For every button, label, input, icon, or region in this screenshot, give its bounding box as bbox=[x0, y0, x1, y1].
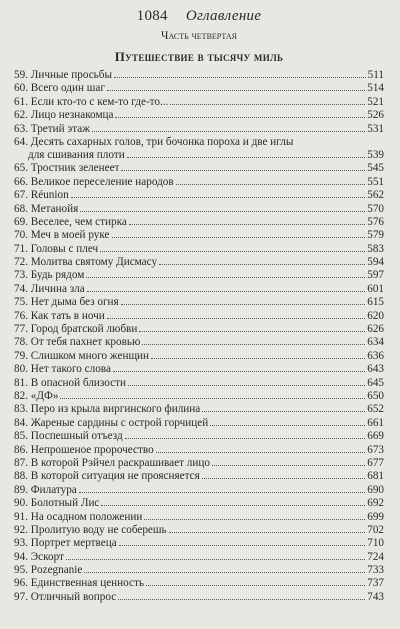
toc-entry-title: 86. Непрошеное пророчество bbox=[14, 443, 154, 456]
toc-page-number: 526 bbox=[367, 109, 384, 122]
dot-leader bbox=[170, 104, 365, 105]
toc-page-number: 583 bbox=[367, 242, 384, 255]
dot-leader bbox=[121, 304, 366, 305]
dot-leader bbox=[92, 131, 365, 132]
toc-entry-title: 75. Нет дыма без огня bbox=[14, 296, 119, 309]
toc-entry-title: 69. Веселее, чем стирка bbox=[14, 215, 127, 228]
toc-entry bbox=[14, 417, 384, 430]
toc-entry bbox=[14, 216, 384, 229]
dot-leader bbox=[151, 358, 365, 359]
toc-page-number: 601 bbox=[367, 282, 384, 295]
toc-page-number: 692 bbox=[367, 497, 384, 510]
toc-entry bbox=[14, 350, 384, 363]
toc-entry-title: 88. В которой ситуация не проясняется bbox=[14, 470, 200, 483]
dot-leader bbox=[84, 572, 365, 573]
toc-entry-title: 97. Отличный вопрос bbox=[14, 590, 117, 603]
dot-leader bbox=[107, 90, 365, 91]
toc-entry bbox=[14, 243, 384, 256]
toc-entry-title: 83. Перо из крыла виргинского филина bbox=[14, 403, 201, 416]
toc-entry-title: 82. «ДФ» bbox=[14, 389, 59, 402]
dot-leader bbox=[71, 197, 366, 198]
toc-page-number: 643 bbox=[367, 363, 384, 376]
toc-page-number: 570 bbox=[367, 202, 384, 215]
dot-leader bbox=[139, 331, 365, 332]
toc-page-number: 594 bbox=[367, 256, 384, 269]
toc-entry bbox=[14, 136, 384, 149]
dot-leader bbox=[79, 492, 365, 493]
toc-page-number: 514 bbox=[367, 82, 384, 95]
toc-page-number: 724 bbox=[367, 550, 384, 563]
toc-page-number: 545 bbox=[367, 162, 384, 175]
toc-page-number: 626 bbox=[367, 323, 384, 336]
toc-page-number: 531 bbox=[367, 122, 384, 135]
toc-entry-title: 89. Филатура bbox=[14, 483, 77, 496]
dot-leader bbox=[107, 318, 365, 319]
toc-entry bbox=[14, 69, 384, 82]
toc-entry bbox=[14, 363, 384, 376]
toc-entry-title: 59. Личные просьбы bbox=[14, 69, 112, 81]
toc-page-number: 733 bbox=[367, 564, 384, 577]
toc-entry bbox=[14, 82, 384, 95]
part-heading: Часть четвертая bbox=[161, 30, 237, 42]
toc-entry-title: 62. Лицо незнакомца bbox=[14, 109, 114, 122]
toc-page-number: 710 bbox=[367, 537, 384, 550]
toc-entry-title: 90. Болотный Лис bbox=[14, 497, 100, 510]
toc-entry-title: 81. В опасной близости bbox=[14, 376, 126, 389]
toc-entry bbox=[14, 470, 384, 483]
dot-leader bbox=[80, 211, 365, 212]
toc-page-number: 699 bbox=[367, 510, 384, 523]
toc-page-number: 661 bbox=[367, 416, 384, 429]
toc-entry-title: 71. Головы с плеч bbox=[14, 242, 99, 255]
toc-page-number: 673 bbox=[367, 443, 384, 456]
toc-entry-title: 93. Портрет мертвеца bbox=[14, 537, 117, 550]
toc-entry bbox=[14, 430, 384, 443]
dot-leader bbox=[60, 398, 365, 399]
toc-page-number: 669 bbox=[367, 430, 384, 443]
toc-page-number: 562 bbox=[367, 189, 384, 202]
dot-leader bbox=[87, 291, 366, 292]
toc-entry-title: 67. Réunion bbox=[14, 189, 69, 202]
toc-entry bbox=[14, 537, 384, 550]
dot-leader bbox=[169, 532, 366, 533]
toc-entry-title: 74. Личина зла bbox=[14, 282, 85, 295]
dot-leader bbox=[176, 184, 366, 185]
toc-page-number: 636 bbox=[367, 349, 384, 362]
page-number: 1084 bbox=[136, 8, 168, 24]
toc-entry-title-continued: для сшивания плоти bbox=[28, 148, 125, 161]
toc-entry-title: 80. Нет такого слова bbox=[14, 363, 111, 376]
toc-entry bbox=[14, 497, 384, 510]
toc-page-number: 681 bbox=[367, 470, 384, 483]
toc-entry-title: 79. Слишком много женщин bbox=[14, 349, 150, 362]
toc-entry-title: 87. В которой Рэйчел раскрашивает лицо bbox=[14, 456, 210, 469]
toc-page-number: 521 bbox=[367, 95, 384, 108]
dot-leader bbox=[202, 478, 365, 479]
toc-entry bbox=[14, 269, 384, 282]
toc-page-number: 677 bbox=[367, 456, 384, 469]
toc-entry-title: 94. Эскорт bbox=[14, 550, 64, 563]
toc-page-number: 511 bbox=[367, 69, 384, 81]
toc-entry bbox=[14, 336, 384, 349]
toc-entry-title: 64. Десять сахарных голов, три бочонка пороха и две иглы bbox=[14, 135, 294, 148]
toc-entry-title: 91. На осадном положении bbox=[14, 510, 143, 523]
toc-entry bbox=[14, 176, 384, 189]
toc-entry bbox=[14, 189, 384, 202]
toc-entry bbox=[14, 524, 384, 537]
toc-entry-continuation bbox=[14, 149, 384, 162]
dot-leader bbox=[112, 237, 366, 238]
toc-entry-title: 78. От тебя пахнет кровью bbox=[14, 336, 141, 349]
dot-leader bbox=[159, 264, 365, 265]
dot-leader bbox=[144, 519, 365, 520]
toc-entry bbox=[14, 229, 384, 242]
toc-page-number: 645 bbox=[367, 376, 384, 389]
dot-leader bbox=[121, 170, 365, 171]
toc-entry-title: 76. Как тать в ночи bbox=[14, 309, 105, 322]
toc-entry bbox=[14, 256, 384, 269]
toc-page-number: 579 bbox=[367, 229, 384, 242]
toc-entry-title: 70. Меч в моей руке bbox=[14, 229, 110, 242]
toc-entry bbox=[14, 203, 384, 216]
toc-page-number: 620 bbox=[367, 309, 384, 322]
toc-page-number: 634 bbox=[367, 336, 384, 349]
toc-entry bbox=[14, 310, 384, 323]
toc-entry bbox=[14, 109, 384, 122]
toc-entry bbox=[14, 577, 384, 590]
toc-entry-title: 66. Великое переселение народов bbox=[14, 175, 174, 188]
toc-entry-title: 61. Если кто-то с кем-то где-то... bbox=[14, 95, 169, 108]
toc-entry-title: 68. Метанойя bbox=[14, 202, 79, 215]
toc-entry-title: 63. Третий этаж bbox=[14, 122, 90, 135]
toc-entry-title: 84. Жареные сардины с острой горчицей bbox=[14, 416, 209, 429]
running-header bbox=[14, 6, 384, 28]
dot-leader bbox=[129, 224, 365, 225]
toc-entry bbox=[14, 457, 384, 470]
dot-leader bbox=[212, 465, 365, 466]
toc-page-number: 650 bbox=[367, 389, 384, 402]
dot-leader bbox=[86, 277, 365, 278]
toc-entry bbox=[14, 564, 384, 577]
toc-entry bbox=[14, 511, 384, 524]
dot-leader bbox=[66, 559, 365, 560]
toc-page-number: 690 bbox=[367, 483, 384, 496]
toc-entry-title: 73. Будь рядом bbox=[14, 269, 85, 282]
toc-entry-title: 77. Город братской любви bbox=[14, 323, 138, 336]
dot-leader bbox=[156, 452, 366, 453]
dot-leader bbox=[101, 505, 365, 506]
toc-entry-title: 92. Пролитую воду не соберешь bbox=[14, 523, 167, 536]
dot-leader bbox=[146, 585, 365, 586]
toc-page-number: 551 bbox=[367, 175, 384, 188]
dot-leader bbox=[119, 545, 366, 546]
toc-page-number: 652 bbox=[367, 403, 384, 416]
toc-entry-title: 72. Молитва святому Дисмасу bbox=[14, 256, 158, 269]
toc-page-number: 597 bbox=[367, 269, 384, 282]
toc-entry bbox=[14, 390, 384, 403]
toc-entry bbox=[14, 283, 384, 296]
dot-leader bbox=[202, 411, 365, 412]
toc-entry bbox=[14, 551, 384, 564]
dot-leader bbox=[127, 157, 366, 158]
toc-page-number: 702 bbox=[367, 523, 384, 536]
toc-page-number: 743 bbox=[367, 590, 384, 603]
toc-entry-title: 65. Тростник зеленеет bbox=[14, 162, 120, 175]
toc-entry-title: 96. Единственная ценность bbox=[14, 577, 144, 590]
dot-leader bbox=[115, 117, 365, 118]
toc-entry bbox=[14, 377, 384, 390]
toc-entry-title: 60. Всего один шаг bbox=[14, 82, 105, 95]
dot-leader bbox=[114, 77, 366, 78]
part-title: Путешествие в тысячу миль bbox=[114, 49, 284, 64]
toc-entry bbox=[14, 296, 384, 309]
dot-leader bbox=[128, 385, 365, 386]
dot-leader bbox=[100, 251, 365, 252]
toc-entry bbox=[14, 403, 384, 416]
toc-entry-title: 85. Поспешный отъезд bbox=[14, 430, 123, 443]
dot-leader bbox=[113, 371, 365, 372]
running-title: Оглавление bbox=[185, 8, 262, 24]
dot-leader bbox=[118, 599, 365, 600]
toc-page-number: 615 bbox=[367, 296, 384, 309]
toc-entry bbox=[14, 323, 384, 336]
toc-entry-title: 95. Pozegnanie bbox=[14, 564, 83, 577]
dot-leader bbox=[210, 425, 365, 426]
toc-page-number: 539 bbox=[367, 148, 384, 161]
toc-entry bbox=[14, 123, 384, 136]
toc-entry bbox=[14, 591, 384, 604]
toc-entry bbox=[14, 96, 384, 109]
dot-leader bbox=[142, 344, 365, 345]
toc-entry bbox=[14, 162, 384, 175]
toc-entry bbox=[14, 444, 384, 457]
toc-page-number: 576 bbox=[367, 215, 384, 228]
toc-page-number: 737 bbox=[367, 577, 384, 590]
table-of-contents bbox=[14, 69, 384, 604]
dot-leader bbox=[125, 438, 366, 439]
toc-entry bbox=[14, 484, 384, 497]
